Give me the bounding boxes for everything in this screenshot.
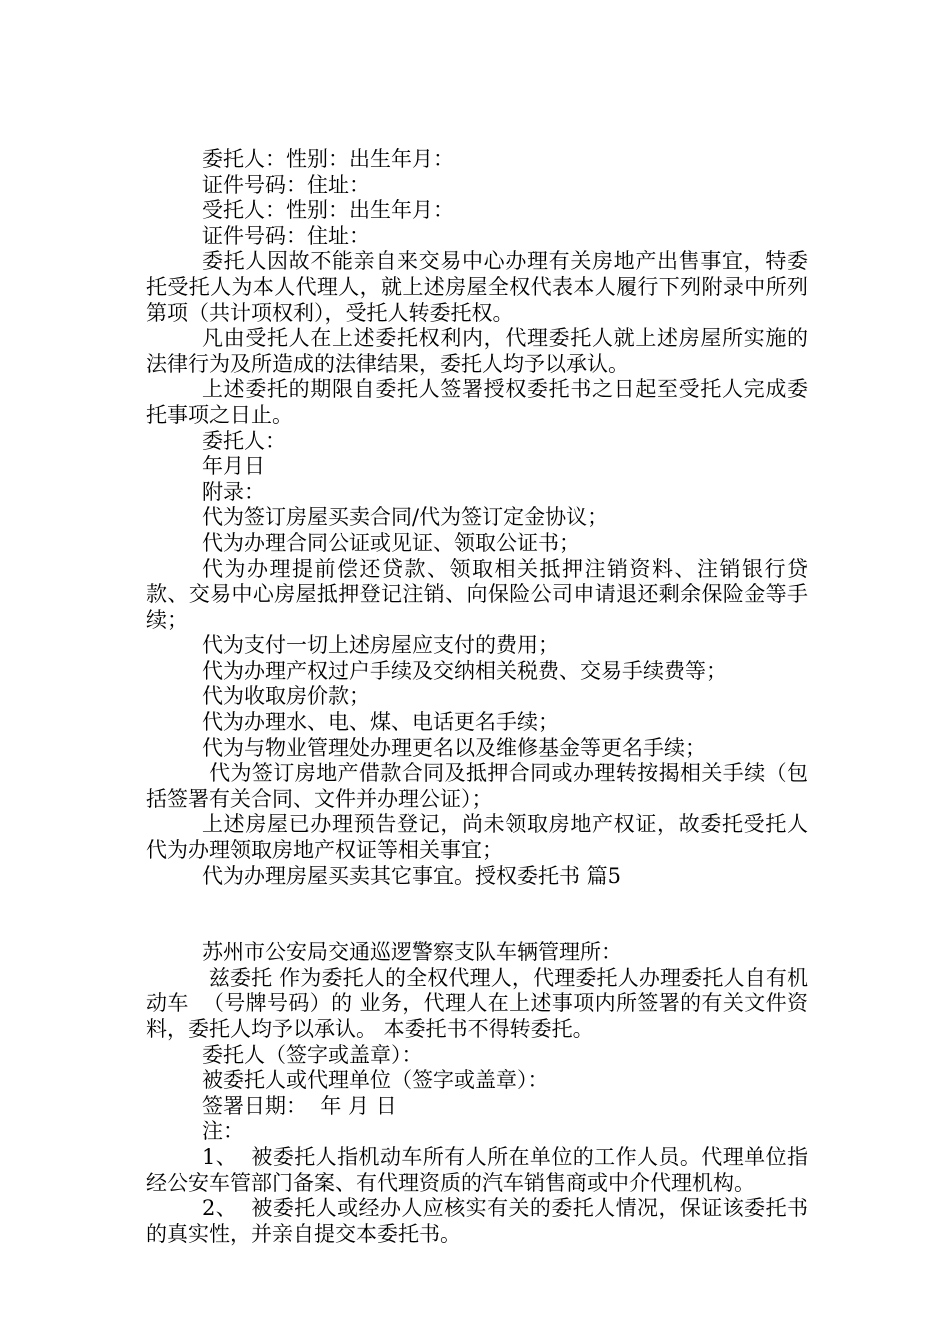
term-paragraph: 上述委托的期限自委托人签署授权委托书之日起至受托人完成委托事项之日止。: [146, 377, 808, 427]
appendix-item-last: 代为办理房屋买卖其它事宜。授权委托书 篇5: [202, 863, 622, 888]
appendix-item: 代为与物业管理处办理更名以及维修基金等更名手续；: [202, 735, 706, 760]
addressee-line: 苏州市公安局交通巡逻警察支队车辆管理所：: [202, 940, 622, 965]
principal-info-line: 委托人：性别：出生年月：: [202, 147, 454, 171]
notes-heading: 注：: [202, 1119, 244, 1144]
section-gap: [146, 889, 808, 940]
principal-signature-line: 委托人（签字或盖章）：: [202, 1042, 423, 1067]
authorization-paragraph: 委托人因故不能亲自来交易中心办理有关房地产出售事宜，特委托受托人为本人代理人，就上述房屋全权代表本人履行下列附录中所列第项（共计项权利），受托人转委托权。: [146, 249, 808, 325]
note-item: 2、 被委托人或经办人应核实有关的委托人情况，保证该委托书的真实性，并亲自提交本委托书。: [146, 1196, 808, 1246]
appendix-item: 上述房屋已办理预告登记，尚未领取房地产权证，故委托受托人代为办理领取房地产权证等相关事宜；: [146, 812, 808, 863]
date-line: 年月日: [202, 454, 265, 479]
agent-signature-line: 被委托人或代理单位（签字或盖章）：: [202, 1068, 549, 1093]
appendix-item: 代为签订房地产借款合同及抵押合同或办理转按揭相关手续（包括签署有关合同、文件并办理公证）；: [146, 761, 808, 811]
agent-id-line: 证件号码：住址：: [202, 223, 370, 248]
agent-info-line: 受托人：性别：出生年月：: [202, 198, 454, 223]
principal-signature-line: 委托人：: [202, 428, 286, 453]
appendix-item: 代为收取房价款；: [202, 684, 370, 709]
appendix-item: 代为办理提前偿还贷款、领取相关抵押注销资料、注销银行贷款、交易中心房屋抵押登记注销、向保险公司申请退还剩余保险金等手续；: [146, 556, 808, 632]
appendix-item: 代为办理合同公证或见证、领取公证书；: [202, 530, 580, 555]
appendix-heading: 附录：: [202, 479, 265, 504]
signing-date-line: 签署日期： 年 月 日: [202, 1093, 397, 1118]
note-item: 1、 被委托人指机动车所有人所在单位的工作人员。代理单位指经公安车管部门备案、有代理资质的汽车销售商或中介代理机构。: [146, 1144, 808, 1195]
appendix-item: 代为签订房屋买卖合同/代为签订定金协议；: [202, 505, 609, 530]
appendix-item: 代为支付一切上述房屋应支付的费用；: [202, 633, 559, 658]
appendix-item: 代为办理产权过户手续及交纳相关税费、交易手续费等；: [202, 658, 727, 683]
acceptance-paragraph: 凡由受托人在上述委托权利内，代理委托人就上述房屋所实施的法律行为及所造成的法律结果，委托人均予以承认。: [146, 326, 808, 376]
document-body: [146, 147, 808, 1247]
appendix-item: 代为办理水、电、煤、电话更名手续；: [202, 710, 559, 735]
principal-id-line: 证件号码：住址：: [202, 172, 370, 197]
vehicle-authorization-paragraph: 兹委托 作为委托人的全权代理人，代理委托人办理委托人自有机动车 （号牌号码）的 业务，代理人在上述事项内所签署的有关文件资料，委托人均予以承认。 本委托书不得转委托。: [146, 965, 808, 1041]
